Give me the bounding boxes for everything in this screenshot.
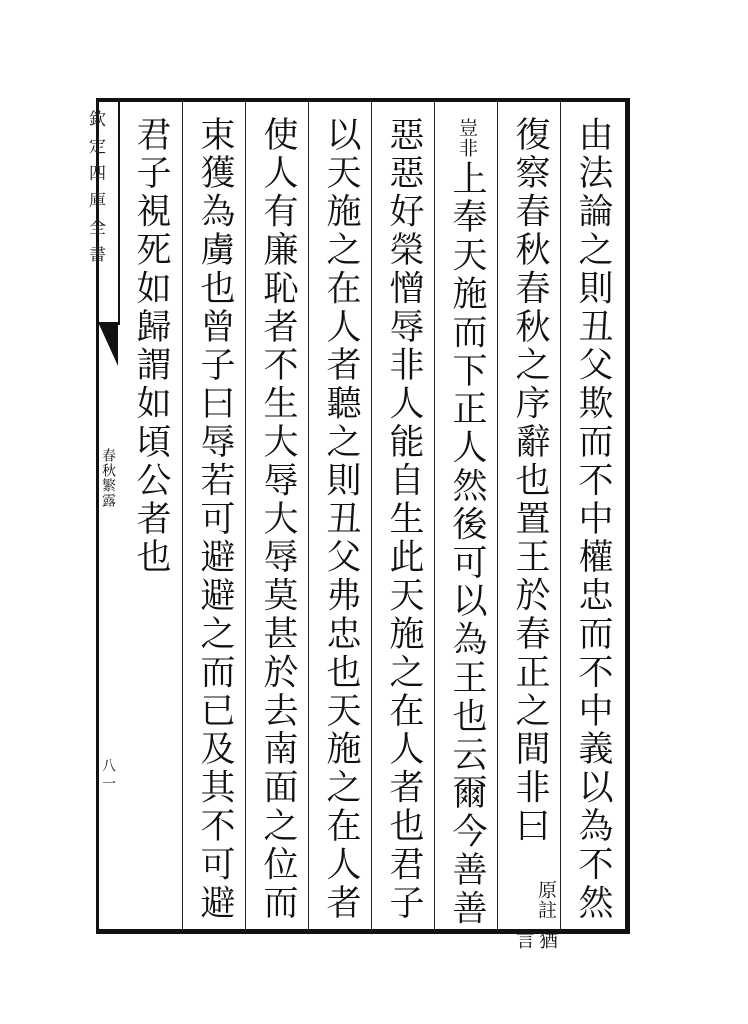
text-column-3: [434, 102, 497, 930]
text-column-2: [497, 102, 560, 950]
fish-tail-mark: [98, 322, 118, 366]
text-column-1: [560, 102, 623, 930]
margin-book-title: 春秋繁露: [100, 448, 116, 508]
column-text: 由法論之則丑父欺而不中權忠而不中義以為不然: [573, 116, 613, 923]
column-text: 束獲為虜也曾子曰辱若可避避之而已及其不可避: [195, 116, 235, 923]
annotation-right: 原註: [535, 880, 557, 920]
column-text: 上奉天施而下正人然後可以為王也云爾今善善: [447, 160, 487, 928]
annotation-top: 豈非: [456, 118, 478, 158]
column-text: 惡惡好榮憎辱非人能自生此天施之在人者也君子: [384, 116, 424, 923]
text-column-4: [371, 102, 434, 930]
column-text: 復察春秋春秋之序辭也置王於春正之間非曰: [510, 116, 550, 846]
column-text: 以天施之在人者聽之則丑父弗忠也天施之在人者: [321, 116, 361, 923]
column-text: 君子視死如歸謂如頃公者也: [131, 116, 171, 577]
text-column-7: [182, 102, 245, 930]
annotation-left: 猶言: [513, 930, 558, 950]
margin-series-title: 欽定四庫全書: [85, 110, 105, 272]
text-column-5: [308, 102, 371, 930]
text-columns: [118, 102, 623, 950]
margin-page-number: 八一: [100, 758, 116, 794]
text-column-8: [119, 102, 182, 930]
text-column-6: [245, 102, 308, 930]
column-text: 使人有廉恥者不生大辱大辱莫甚於去南面之位而: [258, 116, 298, 923]
